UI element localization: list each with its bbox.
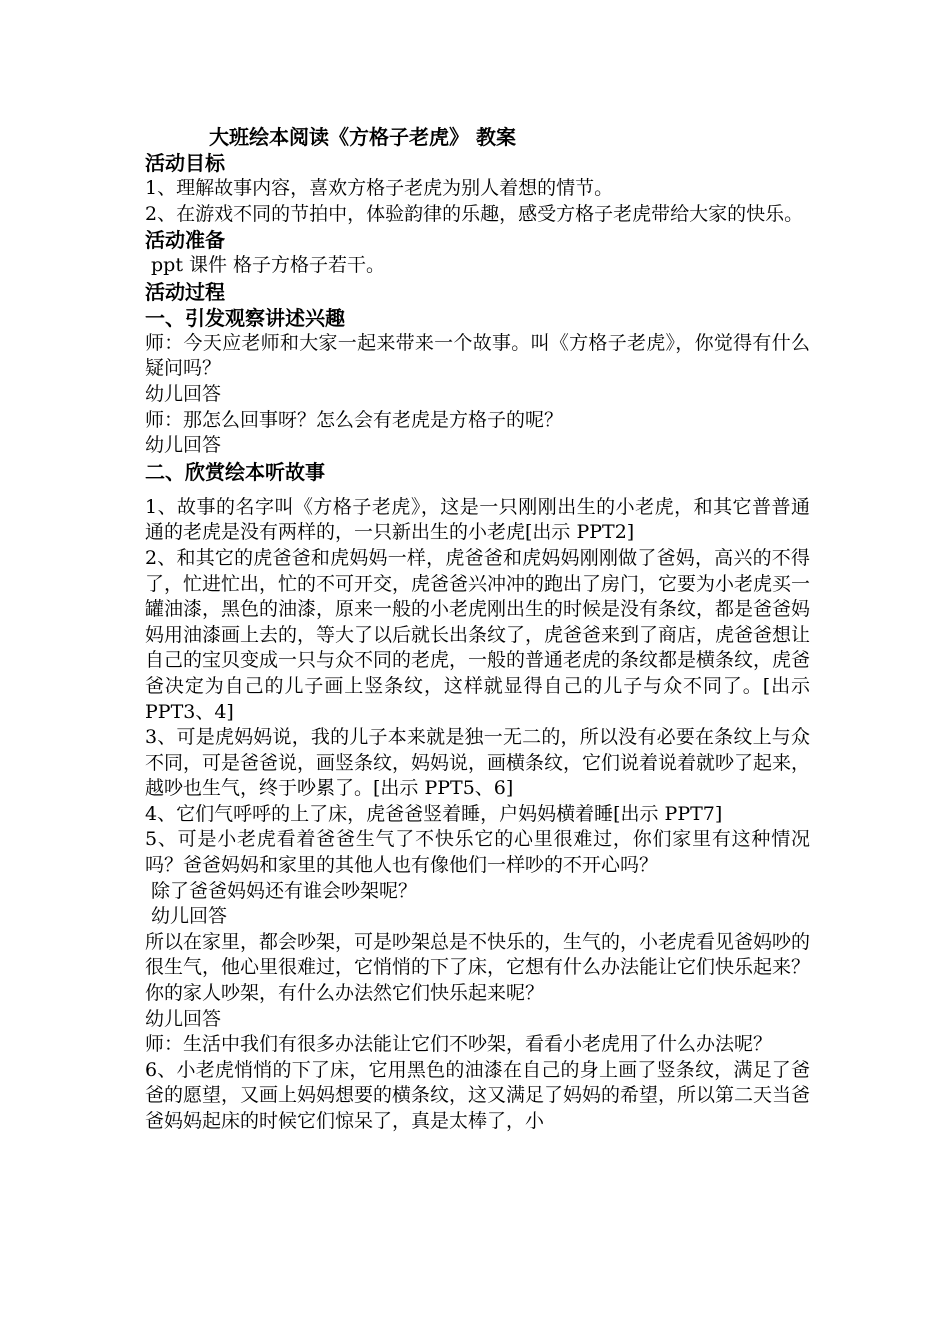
paragraph: 幼儿回答 xyxy=(145,382,222,405)
spacer xyxy=(145,485,810,495)
paragraph: 幼儿回答 xyxy=(145,434,222,457)
paragraph: 所以在家里，都会吵架，可是吵架总是不快乐的，生气的，小老虎看见爸妈吵的很生气，他心里很难过，它悄悄的下了床，它想有什么办法能让它们快乐起来？ xyxy=(145,930,811,979)
paragraph: 你的家人吵架，有什么办法然它们快乐起来呢？ xyxy=(145,982,545,1005)
prep-heading: 活动准备 xyxy=(145,228,225,253)
section1-heading: 一、引发观察讲述兴趣 xyxy=(145,305,345,330)
paragraph: 6、小老虎悄悄的下了床，它用黑色的油漆在自己的身上画了竖条纹，满足了爸爸的愿望，又画上妈妈想要的横条纹，这又满足了妈妈的希望，所以第二天当爸爸妈妈起床的时候它们惊呆了，真是太棒了，小 xyxy=(145,1058,811,1132)
document-title: 大班绘本阅读《方格子老虎》 教案 xyxy=(209,125,516,149)
paragraph: 4、它们气呼呼的上了床，虎爸爸竖着睡，户妈妈横着睡[出示 PPT7] xyxy=(145,802,723,825)
paragraph: 1、故事的名字叫《方格子老虎》，这是一只刚刚出生的小老虎，和其它普普通通的老虎是没有两样的，一只新出生的小老虎[出示 PPT2] xyxy=(145,495,810,544)
paragraph: 幼儿回答 xyxy=(151,905,228,928)
goal-heading: 活动目标 xyxy=(145,151,225,175)
paragraph: 3、可是虎妈妈说，我的儿子本来就是独一无二的，所以没有必要在条纹上与众不同，可是爸爸说，画竖条纹，妈妈说，画横条纹，它们说着说着就吵了起来，越吵也生气，终于吵累了。[出示 PPT5、6] xyxy=(145,726,811,800)
paragraph: 师：生活中我们有很多办法能让它们不吵架，看看小老虎用了什么办法呢？ xyxy=(145,1033,773,1056)
prep-text: ppt 课件 格子方格子若干。 xyxy=(151,254,386,277)
paragraph: 2、和其它的虎爸爸和虎妈妈一样，虎爸爸和虎妈妈刚刚做了爸妈，高兴的不得了，忙进忙出，忙的不可开交，虎爸爸兴冲冲的跑出了房门，它要为小老虎买一罐油漆，黑色的油漆，原来一般的小老虎刚出生的时候是没有条纹，都是爸爸妈妈用油漆画上去的，等大了以后就长出条纹了，虎爸爸来到了商店，虎爸爸想让自己的宝贝变成一只与众不同的老虎，一般的普通老虎的条纹都是横条纹，虎爸爸决定为自己的儿子画上竖条纹，这样就显得自己的儿子与众不同了。[出示 PPT3、4] xyxy=(145,546,811,723)
section2-heading: 二、欣赏绘本听故事 xyxy=(145,459,325,484)
paragraph: 除了爸爸妈妈还有谁会吵架呢？ xyxy=(151,879,418,902)
goal-item: 2、在游戏不同的节拍中，体验韵律的乐趣，感受方格子老虎带给大家的快乐。 xyxy=(145,202,804,225)
process-heading: 活动过程 xyxy=(145,279,225,304)
paragraph: 师：那怎么回事呀？怎么会有老虎是方格子的呢？ xyxy=(145,408,564,431)
paragraph: 5、可是小老虎看着爸爸生气了不快乐它的心里很难过，你们家里有这种情况吗？爸爸妈妈和家里的其他人也有像他们一样吵的不开心吗？ xyxy=(145,828,810,877)
paragraph: 幼儿回答 xyxy=(145,1007,222,1030)
goal-item: 1、理解故事内容，喜欢方格子老虎为别人着想的情节。 xyxy=(145,177,614,199)
paragraph: 师：今天应老师和大家一起来带来一个故事。叫《方格子老虎》，你觉得有什么疑问吗？ xyxy=(145,331,810,380)
